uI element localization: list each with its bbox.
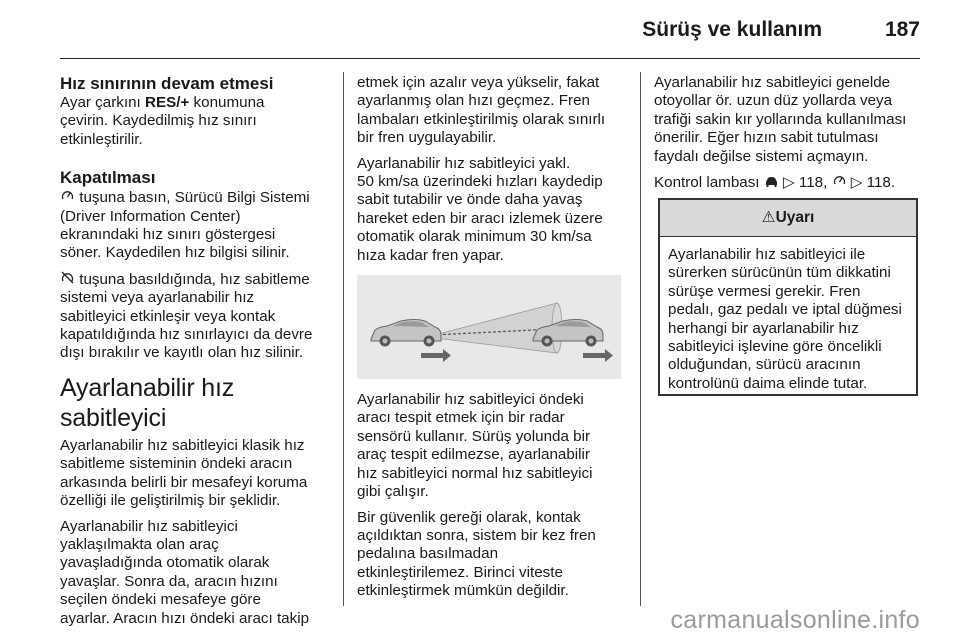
page-number: 187 [884,18,920,41]
warning-text: Ayarlanabilir hız sabitleyici ile sürerken sürücünün tüm dikkatini sürüşe vermesi gerekir. Fren pedalı, gaz pedalı ve iptal düğmesi herhangi bir ayarlanabilir hız sabitleyici işlevine göre öncelikli olduğundan, sürücü aracının kontrolünü daima elinde tutar. [668,246,902,392]
speed-limiter-icon [60,188,75,206]
radar-beam [427,303,557,353]
watermark: carmanualsonline.info [670,606,920,634]
acc-paragraph-1: Ayarlanabilir hız sabitleyici klasik hız sabitleme sisteminin öndeki aracın arkasında belirli bir mesafeyi koruma özelliği ile geliştirilmiş bir şeklidir. [60,436,308,510]
resume-paragraph: Ayar çarkını RES/+ konumuna çevirin. Kaydedilmiş hız sınırı etkinleştirilir. [60,94,265,148]
direction-arrow-icon [421,349,451,362]
section-title: Sürüş ve kullanım [642,18,822,41]
column-divider [343,72,344,606]
col2-paragraph-3: Ayarlanabilir hız sabitleyici öndeki aracı tespit etmek için bir radar sensörü kullanır. Sürüş yolunda bir araç tespit edilmezse, ayarlanabilir hız sabitleyici normal hız sabitleyici gibi çalışır. [357,391,593,501]
heading-speed-limit-resume: Hız sınırının devam etmesi [60,74,274,93]
control-lamp-reference: Kontrol lambası ▷ 118, ▷ 118. [654,174,896,192]
off-paragraph-1: tuşuna basın, Sürücü Bilgi Sistemi (Driver Information Center) ekranındaki hız sınırı göstergesi söner. Kaydedilen hız bilgisi silinir. [60,189,310,262]
cruise-control-icon [832,173,847,191]
column-divider [640,72,641,606]
col3-paragraph-1: Ayarlanabilir hız sabitleyici genelde otoyollar ör. uzun düz yollarda veya trafiği sakin kır yollarında kullanılması önerilir. Eğer hızın sabit tutulması faydalı değilse sistemi açmayın. [654,74,907,165]
cruise-off-icon [60,270,75,288]
res-plus-key: RES/+ [144,94,190,111]
direction-arrow-icon [583,349,613,362]
page-ref-arrow-icon: ▷ [846,174,863,192]
heading-adaptive-cruise-control: Ayarlanabilir hız sabitleyici [60,373,235,432]
warning-triangle-icon: ⚠ [761,209,776,226]
page-ref-arrow-icon: ▷ [778,174,795,192]
col2-paragraph-4: Bir güvenlik gereği olarak, kontak açıldıktan sonra, sistem bir kez fren pedalına basılmadan etkinleştirilemez. Birinci viteste etkinleştirmek mümkün değildir. [357,508,596,600]
column-1 [60,74,330,635]
warning-header: ⚠Uyarı [660,200,916,237]
col2-paragraph-2: Ayarlanabilir hız sabitleyici yakl. 50 km/sa üzerindeki hızları kaydedip sabit tutabilir ve önde daha yavaş hareket eden bir aracı izlemek üzere otomatik olarak minimum 30 km/sa hıza kadar fren yapar. [357,154,603,264]
acc-paragraph-2: Ayarlanabilir hız sabitleyici yaklaşılmakta olan araç yavaşladığında otomatik olarak yavaşlar. Sonra da, aracın hızını seçilen öndeki mesafeye göre ayarlar. Aracın hızı öndeki aracı takip [60,517,310,627]
following-car-icon [371,320,441,347]
off-paragraph-2: tuşuna basıldığında, hız sabitleme sistemi veya ayarlanabilir hız sabitleyici etkinleşir veya kontak kapatıldığında hız sınırlayıcı da devre dışı bırakılır ve kayıtlı olan hız silinir. [60,270,313,362]
page-header [60,0,920,59]
column-2 [357,74,627,608]
car-ahead-icon [764,173,779,191]
heading-off: Kapatılması [60,168,156,188]
warning-box [658,198,918,396]
col2-paragraph-1: etmek için azalır veya yükselir, fakat ayarlanmış olan hızı geçmez. Fren lambaları etkinleştirilmiş olarak sınırlı bir fren uygulayabilir. [357,74,606,147]
radar-illustration [357,275,621,379]
column-3 [654,74,922,199]
